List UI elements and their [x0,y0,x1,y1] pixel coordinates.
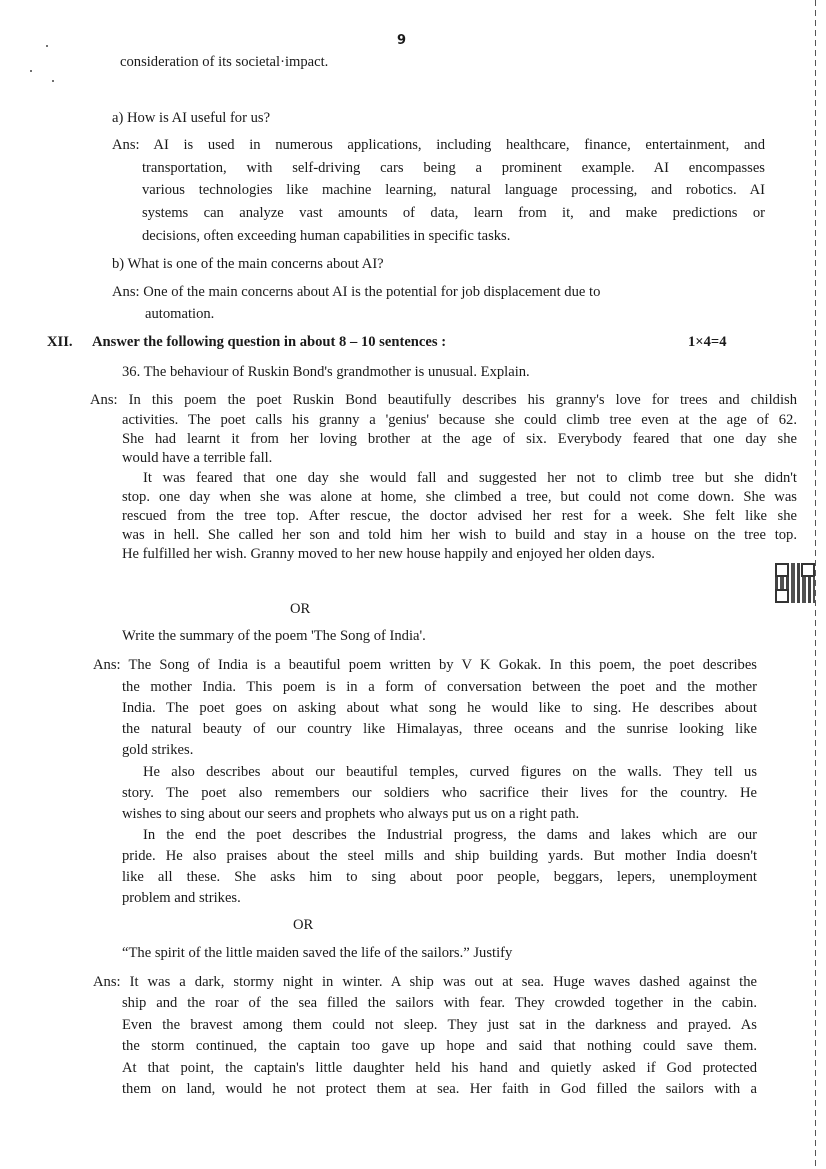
answer-line: transportation, with self-driving cars being a prominent example. AI encompasses [142,160,765,176]
answer-line: rescued from the tree top. After rescue, the doctor advised her rest for a week. She felt like she [122,508,797,524]
answer-line: would have a terrible fall. [122,450,273,466]
qr-code-icon [775,563,815,603]
answer-line: wishes to sing about our seers and prophets who always put us on a right path. [122,806,580,822]
answer-text: One of the main concerns about AI is the potential for job displacement due to [143,284,601,300]
answer-line: She had learnt it from her loving brother at the age of six. Everybody feared that one day she [122,431,797,447]
answer-line: problem and strikes. [122,890,241,906]
answer-line: Even the bravest among them could not sleep. They just sat in the darkness and prayed. As [122,1017,757,1033]
answer-line: the mother India. This poem is in a form of conversation between the poet and the mother [122,679,757,695]
answer-label: Ans: [112,284,140,300]
answer-line: various technologies like machine learning, natural language processing, and robotics. AI [142,182,765,198]
scan-speck [30,70,32,72]
scan-speck [52,80,54,82]
answer-line: India. The poet goes on asking about what song he would like to sing. He describes about [122,700,757,716]
page-number: 9 [397,33,407,48]
answer-line: In the end the poet describes the Industrial progress, the dams and lakes which are our [143,827,757,843]
answer-line: was in hell. She called her son and told him her wish to build and stay in a house on the tree top. [122,527,797,543]
answer-line: At that point, the captain's little daughter held his hand and quietly asked if God protected [122,1060,757,1076]
section-number: XII. [47,334,73,350]
answer-line: It was feared that one day she would fall and suggested her not to climb tree but she didn't [143,470,797,486]
answer-line [112,135,765,155]
answer-line: story. The poet also remembers our soldiers who sacrifice their lives for the country. He [122,785,757,801]
answer-line [93,655,757,675]
page-edge-line [815,0,816,1169]
answer-line: He also describes about our beautiful temples, curved figures on the walls. They tell us [143,764,757,780]
answer-line [93,972,757,992]
answer-line: the storm continued, the captain too gave up hope and said that nothing could save them. [122,1038,757,1054]
answer-line: automation. [145,306,215,322]
answer-line: gold strikes. [122,742,194,758]
answer-line: pride. He also praises about the steel mills and ship building yards. But mother India doesn't [122,848,757,864]
answer-label: Ans: [112,137,140,153]
question-a: a) How is AI useful for us? [112,110,271,126]
answer-text: In this poem the poet Ruskin Bond beautifully describes his granny's love for trees and childish [128,392,797,408]
scan-speck [46,45,48,47]
answer-label: Ans: [93,657,121,673]
answer-line: them on land, would he not protect them at sea. Her faith in God filled the sailors with a [122,1081,757,1097]
answer-line: activities. The poet calls his granny a 'genius' because she could climb tree even at the age of 62. [122,412,797,428]
answer-line: stop. one day when she was alone at home, she climbed a tree, but could not come down. She was [122,489,797,505]
question-song-of-india: Write the summary of the poem 'The Song of India'. [122,628,426,644]
answer-line: like all these. She asks him to sing about poor people, beggars, lepers, unemployment [122,869,757,885]
answer-text: It was a dark, stormy night in winter. A ship was out at sea. Huge waves dashed against the [129,974,757,990]
answer-line: systems can analyze vast amounts of data, learn from it, and make predictions or [142,205,765,221]
question-little-maiden: “The spirit of the little maiden saved the life of the sailors.” Justify [122,945,513,961]
answer-line: He fulfilled her wish. Granny moved to her new house happily and enjoyed her olden days. [122,546,655,562]
question-b: b) What is one of the main concerns about AI? [112,256,384,272]
answer-text: AI is used in numerous applications, including healthcare, finance, entertainment, and [153,137,766,153]
or-separator: OR [290,601,311,617]
answer-line: ship and the roar of the sea filled the sailors with fear. They crowded together in the cabin. [122,995,757,1011]
answer-line [112,282,700,302]
intro-line: consideration of its societal·impact. [120,54,329,70]
question-36: 36. The behaviour of Ruskin Bond's grandmother is unusual. Explain. [122,364,530,380]
or-separator: OR [293,917,314,933]
answer-label: Ans: [90,392,118,408]
answer-label: Ans: [93,974,121,990]
section-instruction: Answer the following question in about 8 – 10 sentences : [92,334,447,350]
answer-line: decisions, often exceeding human capabilities in specific tasks. [142,228,511,244]
section-marks: 1×4=4 [688,334,727,350]
answer-line [90,390,797,410]
answer-line: the natural beauty of our country like Himalayas, three oceans and the sunrise looking like [122,721,757,737]
answer-text: The Song of India is a beautiful poem written by V K Gokak. In this poem, the poet describes [128,657,757,673]
